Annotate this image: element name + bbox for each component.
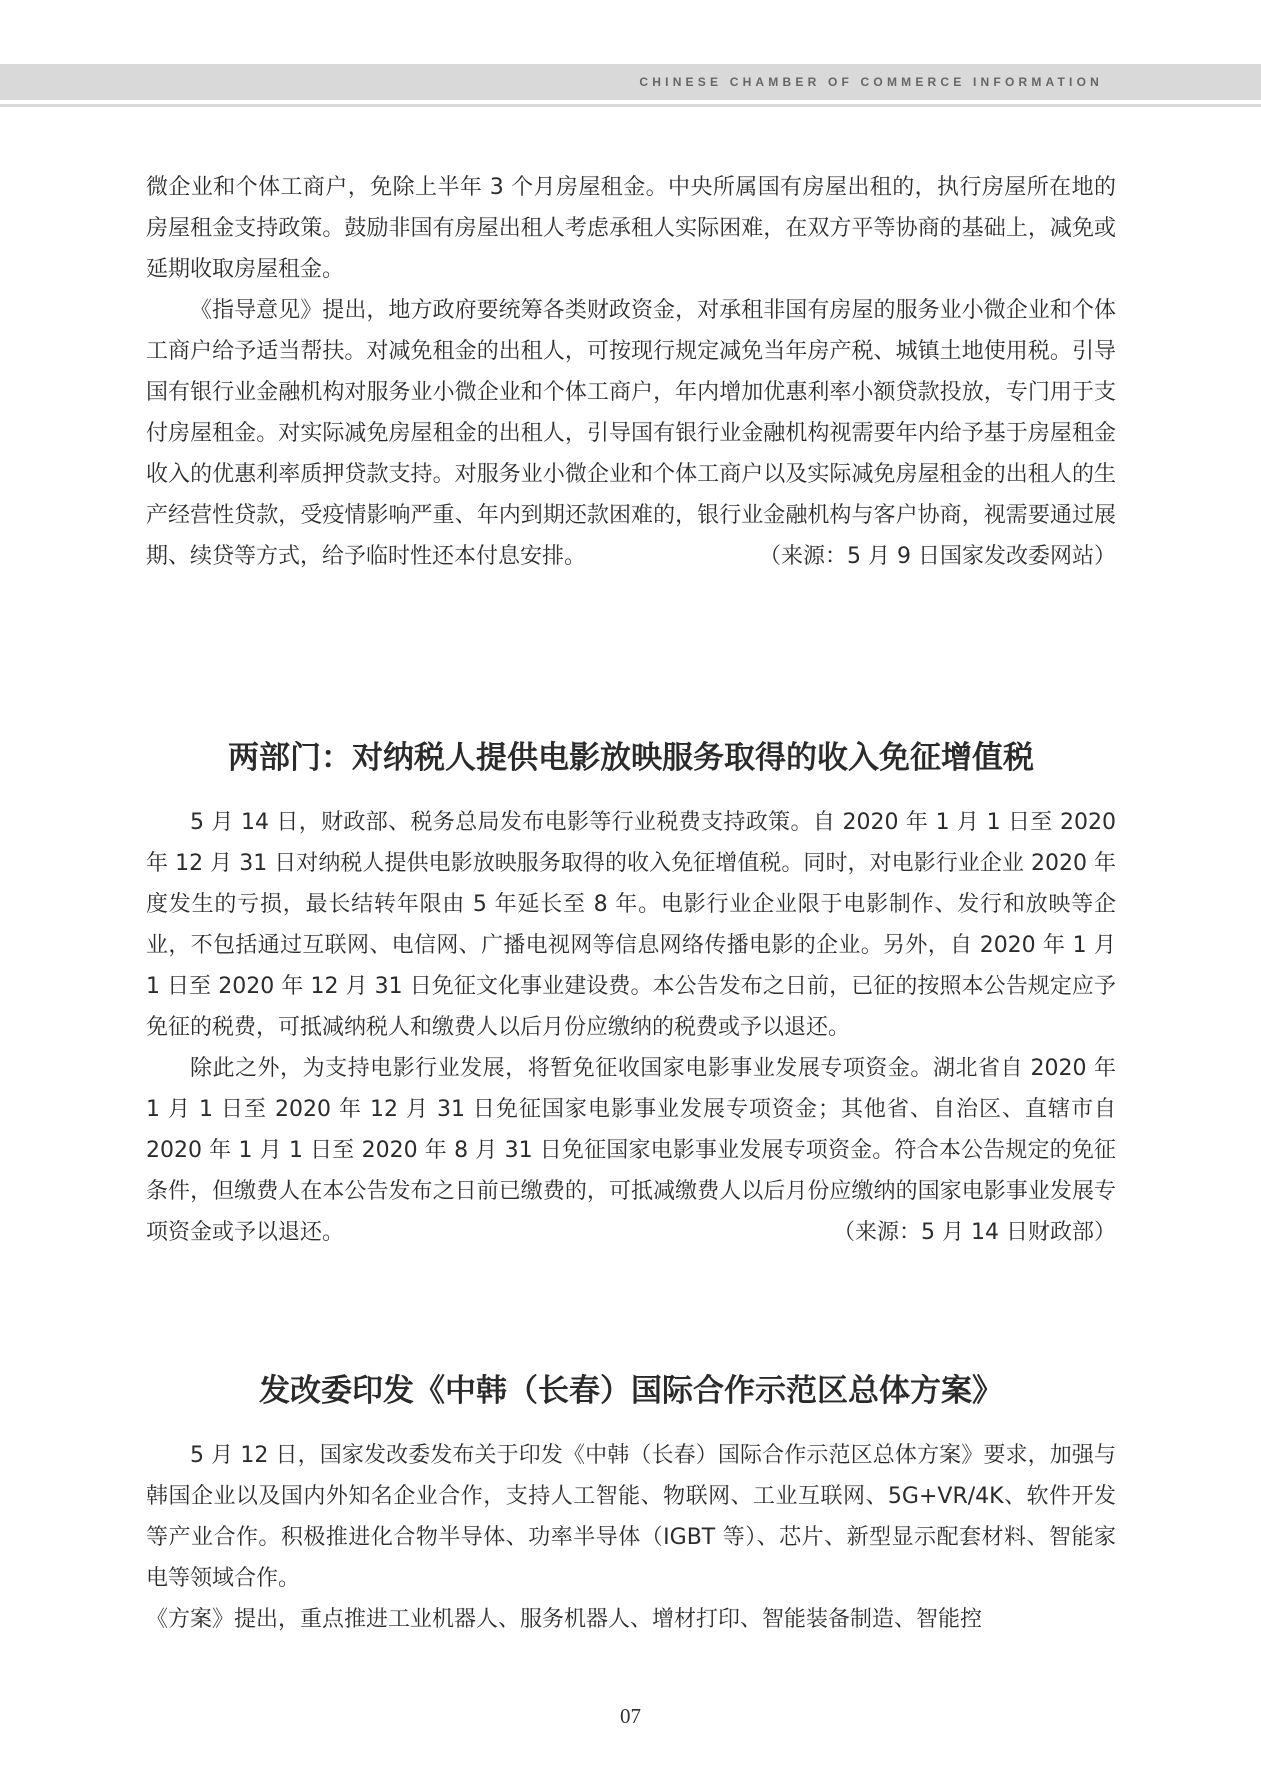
section-china-korea [146,1435,1116,1640]
paragraph [146,1599,1116,1640]
section-film-tax [146,802,1116,1253]
paragraph-text: 除此之外，为支持电影行业发展，将暂免征收国家电影事业发展专项资金。湖北省自 2020 年 1 月 1 日至 2020 年 12 月 31 日免征国家电影事业发展专项资金；其他省、自治区、直辖市自 2020 年 1 月 1 日至 2020 年 8 月 31 日免征国家电影事业发展专项资金。符合本公告规定的免征条件，但缴费人在本公告发布之日前已缴费的，可抵减缴费人以后月份应缴纳的国家电影事业发展专项资金或予以退还。 [146,1056,1116,1245]
section-continuation [146,167,1116,577]
paragraph [146,290,1116,577]
paragraph-text: 《方案》提出，重点推进工业机器人、服务机器人、增材打印、智能装备制造、智能控 [146,1607,983,1632]
header-rule [0,104,1261,107]
section-heading: 发改委印发《中韩（长春）国际合作示范区总体方案》 [259,1373,1003,1409]
source-note: （来源：5 月 9 日国家发改委网站） [759,544,1116,569]
paragraph [146,1048,1116,1253]
paragraph-text: 微企业和个体工商户，免除上半年 3 个月房屋租金。中央所属国有房屋出租的，执行房屋所在地的房屋租金支持政策。鼓励非国有房屋出租人考虑承租人实际困难，在双方平等协商的基础上，减免或延期收取房屋租金。 [146,175,1116,282]
page-number: 07 [620,1704,641,1728]
paragraph-text: 5 月 12 日，国家发改委发布关于印发《中韩（长春）国际合作示范区总体方案》要求，加强与韩国企业以及国内外知名企业合作，支持人工智能、物联网、工业互联网、5G+VR/4K、软件开发等产业合作。积极推进化合物半导体、功率半导体（IGBT 等）、芯片、新型显示配套材料、智能家电等领域合作。 [146,1443,1116,1591]
paragraph [146,802,1116,1048]
paragraph [146,1435,1116,1599]
paragraph [146,167,1116,290]
paragraph-text: 《指导意见》提出，地方政府要统筹各类财政资金，对承租非国有房屋的服务业小微企业和个体工商户给予适当帮扶。对减免租金的出租人，可按现行规定减免当年房产税、城镇土地使用税。引导国有银行业金融机构对服务业小微企业和个体工商户，年内增加优惠利率小额贷款投放，专门用于支付房屋租金。对实际减免房屋租金的出租人，引导国有银行业金融机构视需要年内给予基于房屋租金收入的优惠利率质押贷款支持。对服务业小微企业和个体工商户以及实际减免房屋租金的出租人的生产经营性贷款，受疫情影响严重、年内到期还款困难的，银行业金融机构与客户协商，视需要通过展期、续贷等方式，给予临时性还本付息安排。 [146,298,1116,569]
section-heading: 两部门：对纳税人提供电影放映服务取得的收入免征增值税 [228,740,1034,776]
source-note: （来源：5 月 14 日财政部） [833,1220,1116,1245]
paragraph-text: 5 月 14 日，财政部、税务总局发布电影等行业税费支持政策。自 2020 年 1 月 1 日至 2020 年 12 月 31 日对纳税人提供电影放映服务取得的收入免征增值税。同时，对电影行业企业 2020 年度发生的亏损，最长结转年限由 5 年延长至 8 年。电影行业企业限于电影制作、发行和放映等企业，不包括通过互联网、电信网、广播电视网等信息网络传播电影的企业。另外，自 2020 年 1 月 1 日至 2020 年 12 月 31 日免征文化事业建设费。本公告发布之日前，已征的按照本公告规定应予免征的税费，可抵减纳税人和缴费人以后月份应缴纳的税费或予以退还。 [146,810,1116,1040]
running-header: CHINESE CHAMBER OF COMMERCE INFORMATION [639,75,1103,89]
